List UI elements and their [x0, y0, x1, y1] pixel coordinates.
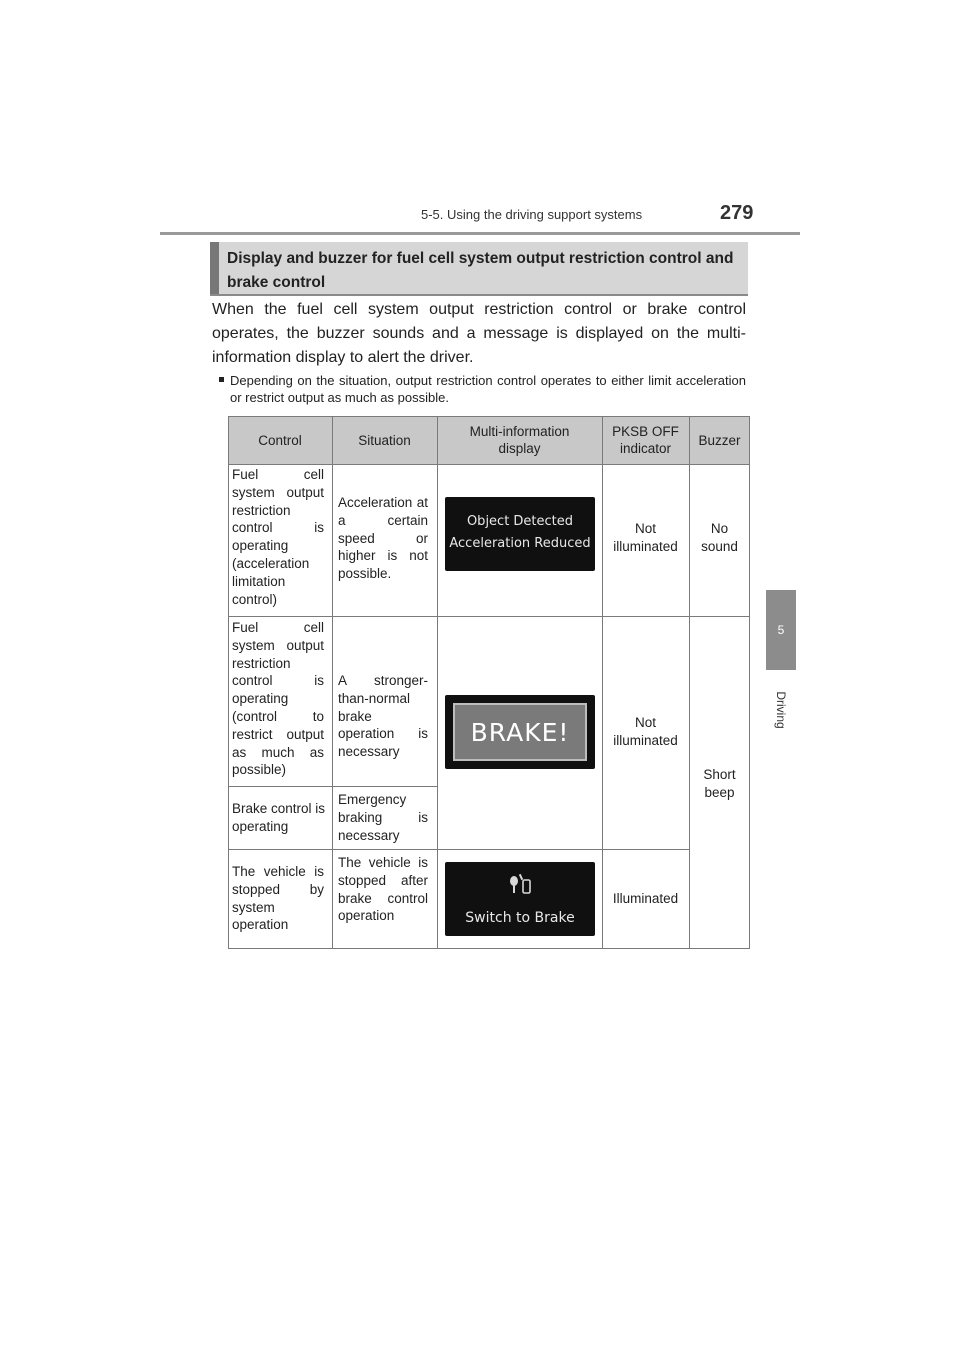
row2-display-screen: [445, 695, 595, 769]
row2-control: Fuel cell system output restriction control is operating (control to restrict output as much as possible): [232, 620, 324, 778]
table-row1-bottom: [228, 616, 750, 617]
table-header-bottom: [228, 464, 750, 465]
heading-underline: [210, 294, 748, 296]
brake-pedal-icon: [507, 870, 535, 898]
row1-display-line2: Acceleration Reduced: [449, 536, 591, 551]
row4-pksb: Illuminated: [612, 891, 679, 906]
row2-buzzer: Short beep: [703, 767, 736, 800]
row4-display-text: Switch to Brake: [465, 910, 575, 926]
section-heading: Display and buzzer for fuel cell system output restriction control and brake control: [210, 242, 748, 294]
table-row3-bottom: [228, 849, 689, 850]
row1-display-screen: [445, 497, 595, 571]
row3-situation: Emergency braking is necessary: [338, 792, 428, 843]
header-pksb: PKSB OFF indicator: [602, 416, 689, 464]
table-col-divider-1: [332, 416, 333, 949]
header-control: Control: [228, 416, 332, 464]
table-col-divider-4: [689, 416, 690, 949]
table-border-top: [228, 416, 750, 417]
header-buzzer: Buzzer: [689, 416, 750, 464]
header-divider: [160, 232, 800, 235]
brake-warning-box: BRAKE!: [453, 703, 587, 761]
row4-display-screen: [445, 862, 595, 936]
intro-paragraph: When the fuel cell system output restriction control or brake control operates, the buzzer sounds and a message is displayed on the multi-information display to alert the driver.: [212, 301, 746, 366]
table-col-divider-3: [602, 416, 603, 949]
alert-table: [228, 416, 750, 949]
page-number: 279: [720, 202, 754, 224]
row1-situation: Acceleration at a certain speed or higher is not possible.: [338, 495, 428, 582]
header-situation: Situation: [332, 416, 437, 464]
row2-situation: A stronger-than-normal brake operation is necessary: [338, 673, 428, 760]
chapter-tab-label: [766, 670, 796, 750]
row4-situation: The vehicle is stopped after brake control operation: [338, 855, 428, 924]
table-border-right: [749, 416, 750, 949]
row1-control: Fuel cell system output restriction control is operating (acceleration limitation control): [232, 467, 324, 607]
table-col-divider-2: [437, 416, 438, 949]
row3-control: Brake control is operating: [232, 801, 326, 834]
section-title: 5-5. Using the driving support systems: [421, 207, 643, 222]
row1-pksb: Not illuminated: [613, 521, 678, 554]
note-bullet-icon: [219, 377, 224, 382]
row4-control: The vehicle is stopped by system operation: [232, 864, 324, 933]
chapter-tab-number: 5: [766, 590, 796, 670]
row2-pksb: Not illuminated: [613, 715, 678, 748]
note-paragraph: Depending on the situation, output restriction control operates to either limit acceleration or restrict output as much as possible.: [230, 373, 746, 405]
chapter-tab-label-text: Driving: [774, 691, 788, 729]
row1-buzzer: No sound: [701, 521, 738, 554]
table-border-left: [228, 416, 229, 949]
header-display: Multi-information display: [437, 416, 602, 464]
table-border-bottom: [228, 948, 750, 949]
row1-display-line1: Object Detected: [466, 514, 574, 529]
